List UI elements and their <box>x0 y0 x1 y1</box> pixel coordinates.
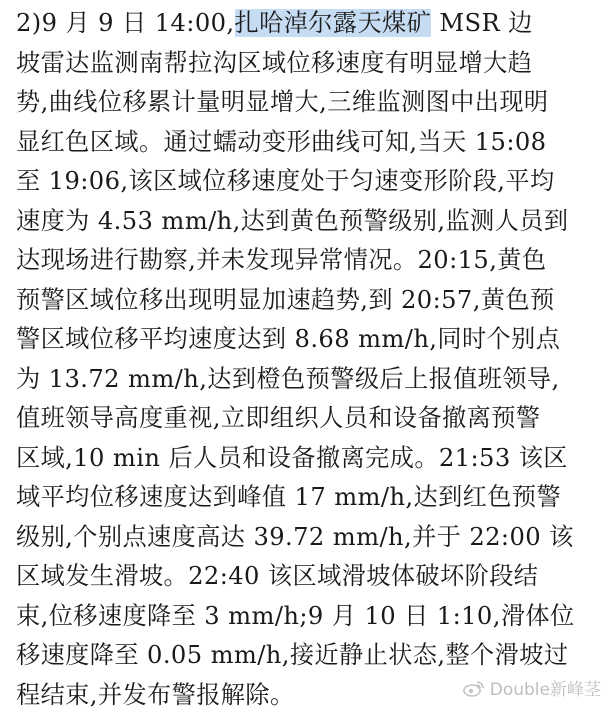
text-line <box>16 162 606 202</box>
watermark <box>463 675 601 700</box>
text-line <box>16 636 606 676</box>
highlighted-text: 扎哈淖尔露天煤矿 <box>235 9 432 37</box>
text-line <box>16 557 606 597</box>
text-line <box>16 241 606 281</box>
text-line <box>16 281 606 321</box>
text-line <box>16 83 606 123</box>
text-segment: 程结束,并发布警报解除。 <box>16 681 295 709</box>
text-segment: 值班领导高度重视,立即组织人员和设备撤离预警 <box>16 404 540 432</box>
text-segment: 级别,个别点速度高达 39.72 mm/h,并于 22:00 该 <box>16 523 574 551</box>
text-segment: 警区域位移平均速度达到 8.68 mm/h,同时个别点 <box>16 325 560 353</box>
text-segment: 速度为 4.53 mm/h,达到黄色预警级别,监测人员到 <box>16 207 568 235</box>
text-segment: MSR 边 <box>431 9 533 37</box>
text-line <box>16 4 606 44</box>
text-segment: 2)9 月 9 日 14:00, <box>16 9 235 37</box>
text-line <box>16 478 606 518</box>
weibo-icon <box>463 679 485 697</box>
text-line <box>16 597 606 637</box>
text-segment: 达现场进行勘察,并未发现异常情况。20:15,黄色 <box>16 246 546 274</box>
text-line <box>16 123 606 163</box>
text-line <box>16 44 606 84</box>
text-line <box>16 360 606 400</box>
text-segment: 域平均位移速度达到峰值 17 mm/h,达到红色预警 <box>16 483 561 511</box>
watermark-text: Double新峰茎 <box>490 675 601 700</box>
text-segment: 为 13.72 mm/h,达到橙色预警级后上报值班领导, <box>16 365 560 393</box>
text-segment: 束,位移速度降至 3 mm/h;9 月 10 日 1:10,滑体位 <box>16 602 575 630</box>
text-line <box>16 202 606 242</box>
paragraph <box>16 4 606 715</box>
text-line <box>16 320 606 360</box>
text-line <box>16 518 606 558</box>
text-segment: 预警区域位移出现明显加速趋势,到 20:57,黄色预 <box>16 286 555 314</box>
text-segment: 坡雷达监测南帮拉沟区域位移速度有明显增大趋 <box>16 49 532 77</box>
text-segment: 至 19:06,该区域位移速度处于匀速变形阶段,平均 <box>16 167 555 195</box>
text-segment: 势,曲线位移累计量明显增大,三维监测图中出现明 <box>16 88 549 116</box>
text-line <box>16 439 606 479</box>
text-segment: 显红色区域。通过蠕动变形曲线可知,当天 15:08 <box>16 128 546 156</box>
text-segment: 移速度降至 0.05 mm/h,接近静止状态,整个滑坡过 <box>16 641 568 669</box>
text-segment: 区域,10 min 后人员和设备撤离完成。21:53 该区 <box>16 444 568 472</box>
document-page <box>16 4 606 715</box>
text-line <box>16 399 606 439</box>
text-segment: 区域发生滑坡。22:40 该区域滑坡体破坏阶段结 <box>16 562 538 590</box>
